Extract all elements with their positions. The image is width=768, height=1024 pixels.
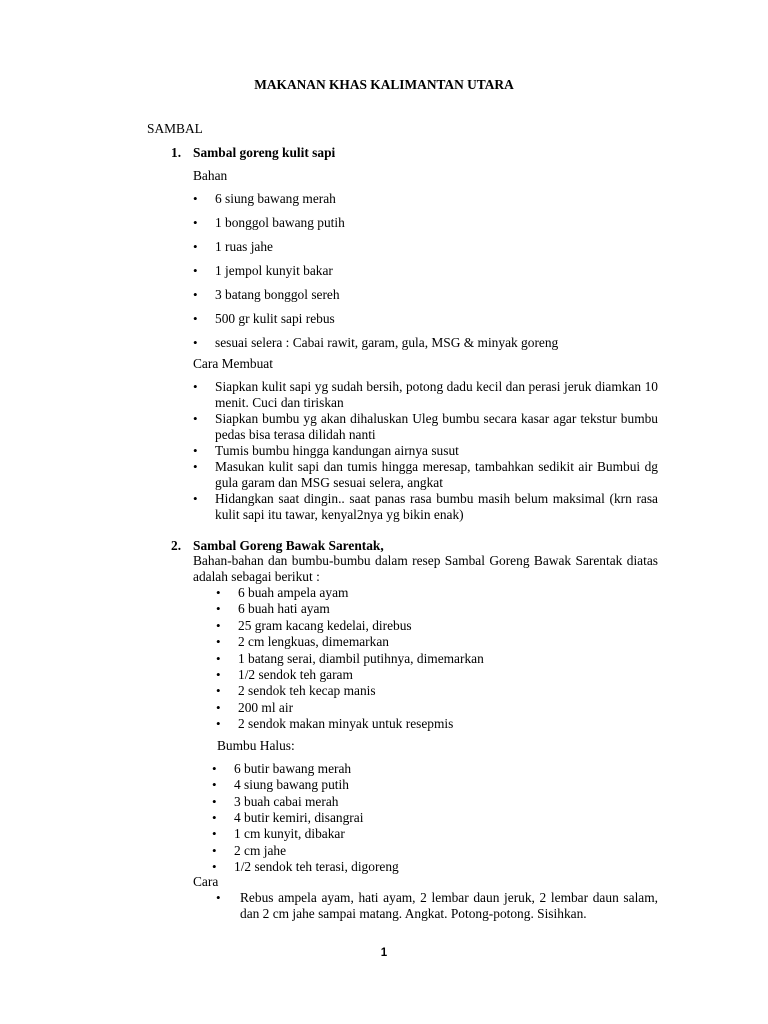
spice-item-text: 3 buah cabai merah: [234, 793, 339, 809]
ingredient-item-text: 1 ruas jahe: [215, 239, 274, 254]
spice-item-text: 1 cm kunyit, dibakar: [234, 826, 345, 842]
recipe1-cara-label: Cara Membuat: [193, 356, 273, 371]
page-number: 1: [380, 947, 388, 959]
bullet-icon: •: [216, 650, 221, 666]
recipe1-number: 1.: [171, 145, 182, 160]
bullet-icon: •: [212, 761, 217, 776]
step-item-text: Siapkan kulit sapi yg sudah bersih, potong dadu kecil dan perasi jeruk diamkan 10 menit. Cuci dan tiriskan: [215, 379, 658, 410]
recipe2-heading: Sambal Goreng Bawak Sarentak,: [193, 538, 384, 553]
spice-item-text: 4 butir kemiri, disangrai: [234, 809, 364, 825]
document-title: MAKANAN KHAS KALIMANTAN UTARA: [254, 77, 514, 92]
ingredient-item-text: 1 jempol kunyit bakar: [215, 263, 333, 278]
bullet-icon: •: [193, 191, 198, 206]
bullet-icon: •: [212, 793, 217, 809]
ingredient-item-text: 1/2 sendok teh garam: [238, 667, 353, 682]
bullet-icon: •: [193, 335, 198, 350]
recipe2-bumbu-label: Bumbu Halus:: [217, 738, 295, 753]
ingredient-item-text: 3 batang bonggol sereh: [215, 287, 340, 302]
ingredient-item-text: 2 sendok makan minyak untuk resepmis: [238, 716, 454, 732]
bullet-icon: •: [216, 617, 221, 633]
bullet-icon: •: [193, 443, 198, 458]
bullet-icon: •: [212, 826, 217, 842]
bullet-icon: •: [216, 699, 221, 715]
bullet-icon: •: [212, 842, 217, 858]
ingredient-item-text: 2 cm lengkuas, dimemarkan: [238, 634, 389, 650]
ingredient-item-text: 25 gram kacang kedelai, direbus: [238, 617, 412, 633]
section-label: SAMBAL: [147, 121, 203, 136]
recipe2-cara-label: Cara: [193, 874, 219, 889]
bullet-icon: •: [193, 287, 198, 302]
bullet-icon: •: [216, 601, 221, 617]
bullet-icon: •: [193, 379, 198, 394]
ingredient-item-text: 6 buah ampela ayam: [238, 585, 349, 600]
recipe1-heading: Sambal goreng kulit sapi: [193, 145, 336, 160]
bullet-icon: •: [216, 634, 221, 650]
bullet-icon: •: [193, 215, 198, 230]
recipe1-bahan-label: Bahan: [193, 168, 228, 183]
spice-item-text: 1/2 sendok teh terasi, digoreng: [234, 858, 399, 874]
bullet-icon: •: [193, 239, 198, 254]
step-item-text: Masukan kulit sapi dan tumis hingga meresap, tambahkan sedikit air Bumbui dg gula garam dan MSG sesuai selera, angkat: [215, 459, 658, 490]
bullet-icon: •: [193, 459, 198, 474]
step-item-text: Hidangkan saat dingin.. saat panas rasa bumbu masih belum maksimal (krn rasa kulit sapi itu tawar, kenyal2nya yg bikin enak): [215, 491, 658, 522]
step-item-text: Rebus ampela ayam, hati ayam, 2 lembar daun jeruk, 2 lembar daun salam, dan 2 cm jahe sampai matang. Angkat. Potong-potong. Sisihkan.: [240, 890, 658, 921]
step-item-text: Tumis bumbu hingga kandungan airnya susut: [215, 443, 459, 458]
bullet-icon: •: [193, 491, 198, 506]
bullet-icon: •: [216, 683, 221, 699]
bullet-icon: •: [212, 809, 217, 825]
bullet-icon: •: [212, 858, 217, 874]
bullet-icon: •: [193, 311, 198, 326]
ingredient-item-text: 1 bonggol bawang putih: [215, 215, 345, 230]
ingredient-item-text: 6 buah hati ayam: [238, 601, 330, 617]
ingredient-item-text: sesuai selera : Cabai rawit, garam, gula, MSG & minyak goreng: [215, 335, 559, 350]
ingredient-item-text: 200 ml air: [238, 699, 294, 715]
bullet-icon: •: [212, 777, 217, 793]
bullet-icon: •: [193, 263, 198, 278]
bullet-icon: •: [193, 411, 198, 426]
ingredient-item-text: 1 batang serai, diambil putihnya, dimemarkan: [238, 650, 484, 666]
recipe2-number: 2.: [171, 538, 182, 553]
bullet-icon: •: [216, 585, 221, 600]
ingredient-item-text: 2 sendok teh kecap manis: [238, 683, 376, 699]
bullet-icon: •: [216, 667, 221, 682]
spice-item-text: 2 cm jahe: [234, 842, 287, 858]
spice-item-text: 6 butir bawang merah: [234, 761, 352, 776]
bullet-icon: •: [216, 716, 221, 732]
recipe2-intro: Bahan-bahan dan bumbu-bumbu dalam resep Sambal Goreng Bawak Sarentak diatas adalah sebagai berikut :: [193, 553, 658, 584]
bullet-icon: •: [216, 890, 221, 905]
ingredient-item-text: 6 siung bawang merah: [215, 191, 336, 206]
spice-item-text: 4 siung bawang putih: [234, 777, 349, 793]
step-item-text: Siapkan bumbu yg akan dihaluskan Uleg bumbu secara kasar agar tekstur bumbu pedas bisa terasa dilidah nanti: [215, 411, 658, 442]
ingredient-item-text: 500 gr kulit sapi rebus: [215, 311, 335, 326]
